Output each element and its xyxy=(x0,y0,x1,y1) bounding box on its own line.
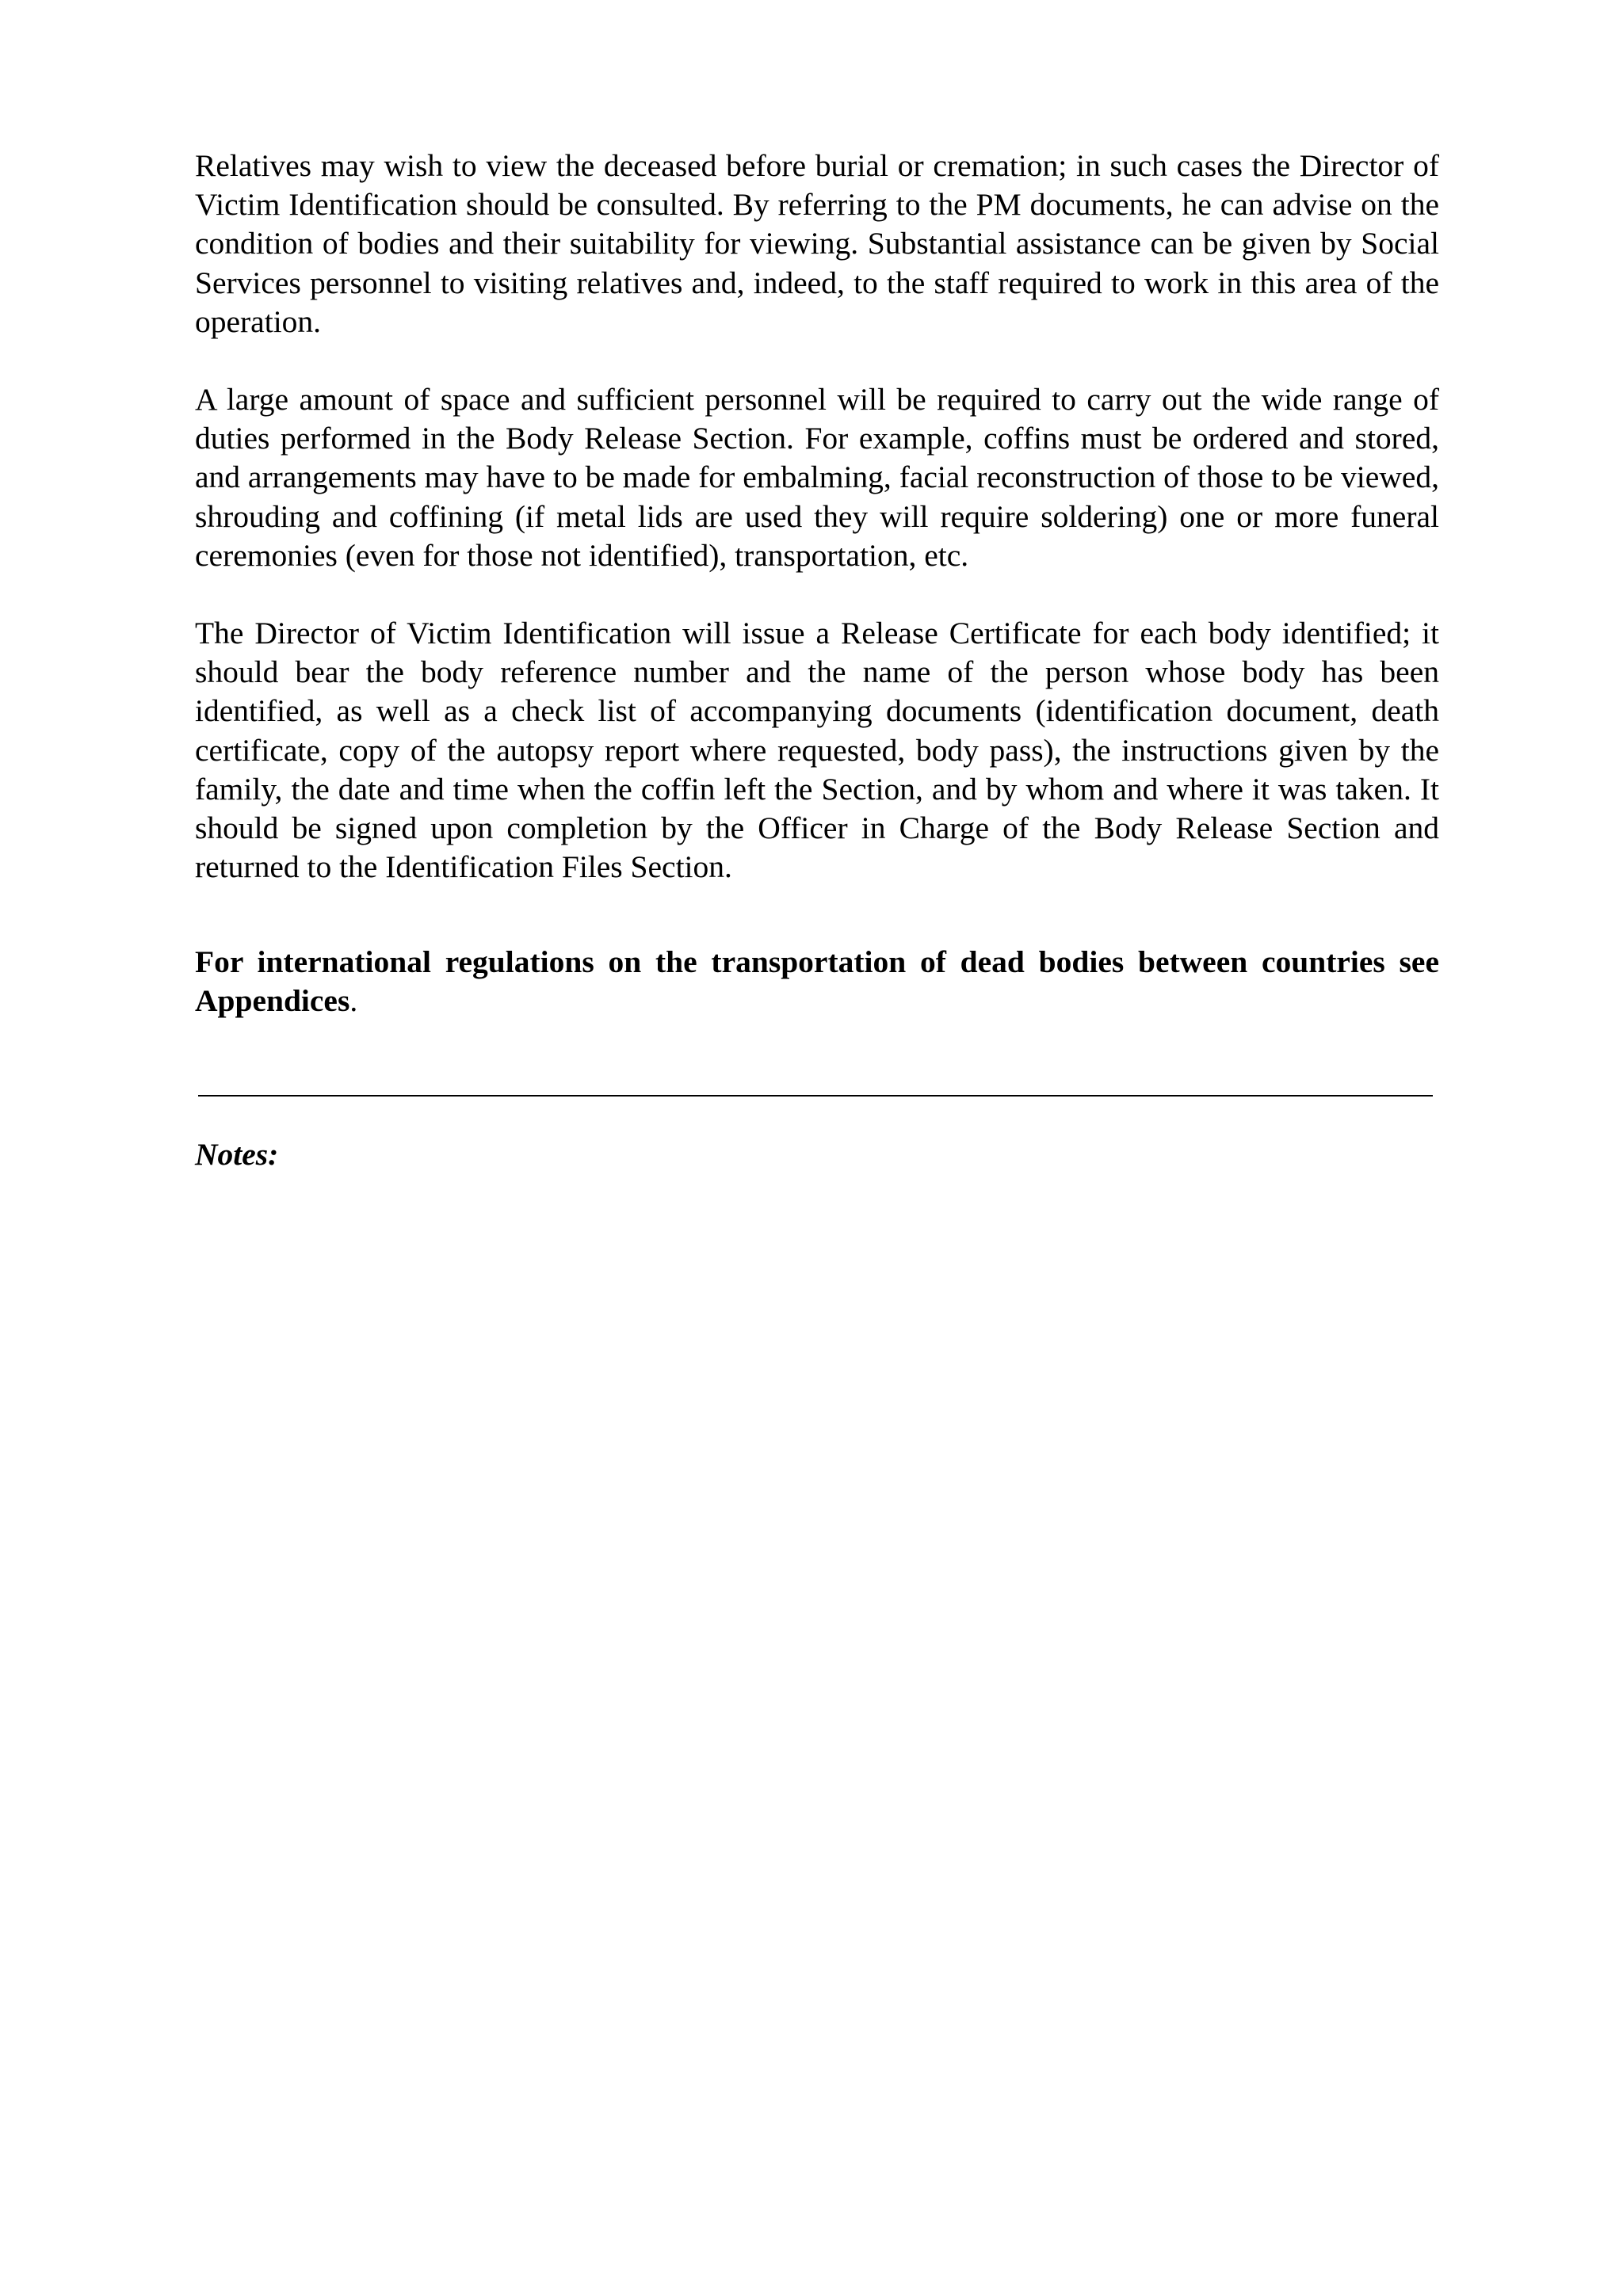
paragraph-release-certificate: The Director of Victim Identification will issue a Release Certificate for each body identified; it should bear the body reference number and the name of the person whose body has been identified, as well as a check list of accompanying documents (identification document, death certificate, copy of the autopsy report where requested, body pass), the instructions given by the family, the date and time when the coffin left the Section, and by whom and where it was taken. It should be signed upon completion by the Officer in Charge of the Body Release Section and returned to the Identification Files Section. xyxy=(195,616,1439,885)
document-body xyxy=(195,147,1439,887)
international-regulations-note xyxy=(195,943,1439,1020)
notes-label: Notes: xyxy=(195,1137,279,1172)
international-regulations-period: . xyxy=(349,983,358,1019)
paragraph-viewing-deceased: Relatives may wish to view the deceased before burial or cremation; in such cases the Director of Victim Identification should be consulted. By referring to the PM documents, he can advise on the condition of bodies and their suitability for viewing. Substantial assistance can be given by Social Services personnel to visiting relatives and, indeed, to the staff required to work in this area of the operation. xyxy=(195,148,1439,339)
paragraph-body-release-duties: A large amount of space and sufficient personnel will be required to carry out the wide range of duties performed in the Body Release Section. For example, coffins must be ordered and stored, and arrangements may have to be made for embalming, facial reconstruction of those to be viewed, shrouding and coffining (if metal lids are used they will require soldering) one or more funeral ceremonies (even for those not identified), transportation, etc. xyxy=(195,382,1439,573)
horizontal-divider xyxy=(198,1095,1433,1097)
international-regulations-text: For international regulations on the transportation of dead bodies between countries see Appendices xyxy=(195,944,1439,1019)
